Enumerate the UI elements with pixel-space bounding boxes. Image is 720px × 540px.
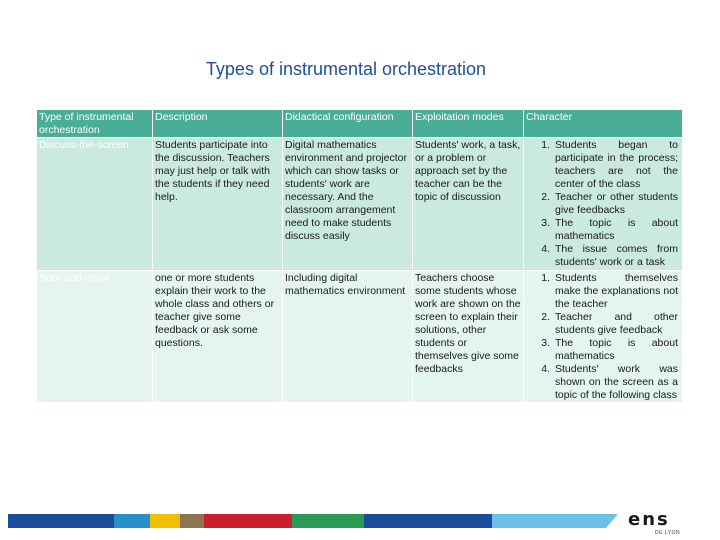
character-list bbox=[526, 139, 681, 269]
item-number: 4. bbox=[541, 363, 550, 375]
footer-color-band bbox=[8, 514, 492, 528]
item-number: 3. bbox=[541, 217, 550, 229]
list-item bbox=[526, 139, 681, 191]
header-character: Character bbox=[524, 110, 683, 138]
header-configuration: Didactical configuration bbox=[283, 110, 413, 138]
item-text: The topic is about mathematics bbox=[555, 337, 678, 362]
list-item bbox=[526, 243, 681, 269]
item-text: Teacher and other students give feedback bbox=[555, 311, 678, 336]
list-item bbox=[526, 311, 681, 337]
row-description-cell: Students participate into the discussion. Teachers may just help or talk with the students if they need help. bbox=[153, 138, 283, 271]
item-number: 4. bbox=[541, 243, 550, 255]
header-type: Type of instrumental orchestration bbox=[37, 110, 153, 138]
item-number: 2. bbox=[541, 311, 550, 323]
footer-stripe bbox=[150, 514, 180, 528]
item-number: 2. bbox=[541, 191, 550, 203]
row-character-cell bbox=[524, 138, 683, 271]
item-text: Students' work was shown on the screen as a topic of the following class bbox=[555, 363, 678, 401]
item-text: Teacher or other students give feedbacks bbox=[555, 191, 678, 216]
row-exploitation-cell: Students' work, a task, or a problem or approach set by the teacher can be the topic of discussion bbox=[413, 138, 524, 271]
item-text: Students began to participate in the process; teachers are not the center of the class bbox=[555, 139, 678, 190]
item-text: The topic is about mathematics bbox=[555, 217, 678, 242]
ens-logo: ens bbox=[628, 509, 670, 530]
item-number: 1. bbox=[541, 139, 550, 151]
item-number: 3. bbox=[541, 337, 550, 349]
character-list bbox=[526, 272, 681, 402]
table-row bbox=[37, 271, 683, 403]
ens-logo-subtitle: DE LYON bbox=[655, 530, 681, 536]
list-item bbox=[526, 337, 681, 363]
row-type-cell: Spot-and-show bbox=[37, 271, 153, 403]
footer-tail bbox=[492, 514, 618, 528]
list-item bbox=[526, 191, 681, 217]
row-description-cell: one or more students explain their work to the whole class and others or teacher give some feedback or ask some questions. bbox=[153, 271, 283, 403]
row-configuration-cell: Including digital mathematics environment bbox=[283, 271, 413, 403]
row-exploitation-cell: Teachers choose some students whose work are shown on the screen to explain their solutions, other students or themselves give some feedbacks bbox=[413, 271, 524, 403]
row-configuration-cell: Digital mathematics environment and projector which can show tasks or students' work are necessary. And the classroom arrangement need to make students discuss easily bbox=[283, 138, 413, 271]
footer-stripe bbox=[292, 514, 364, 528]
footer-stripe bbox=[364, 514, 492, 528]
table-header-row bbox=[37, 110, 683, 138]
footer-stripe bbox=[114, 514, 150, 528]
item-number: 1. bbox=[541, 272, 550, 284]
footer-tail-shape bbox=[492, 514, 618, 528]
footer-stripe bbox=[204, 514, 292, 528]
header-description: Description bbox=[153, 110, 283, 138]
item-text: Students themselves make the explanations not the teacher bbox=[555, 272, 678, 310]
table-row bbox=[37, 138, 683, 271]
list-item bbox=[526, 217, 681, 243]
item-text: The issue comes from students' work or a task bbox=[555, 243, 678, 268]
list-item bbox=[526, 363, 681, 402]
row-character-cell bbox=[524, 271, 683, 403]
orchestration-table bbox=[36, 109, 683, 403]
row-type-cell: Discuss-the-screen bbox=[37, 138, 153, 271]
footer-stripe bbox=[180, 514, 204, 528]
list-item bbox=[526, 272, 681, 311]
slide-title: Types of instrumental orchestration bbox=[205, 59, 487, 79]
footer-stripe bbox=[8, 514, 114, 528]
header-exploitation: Exploitation modes bbox=[413, 110, 524, 138]
